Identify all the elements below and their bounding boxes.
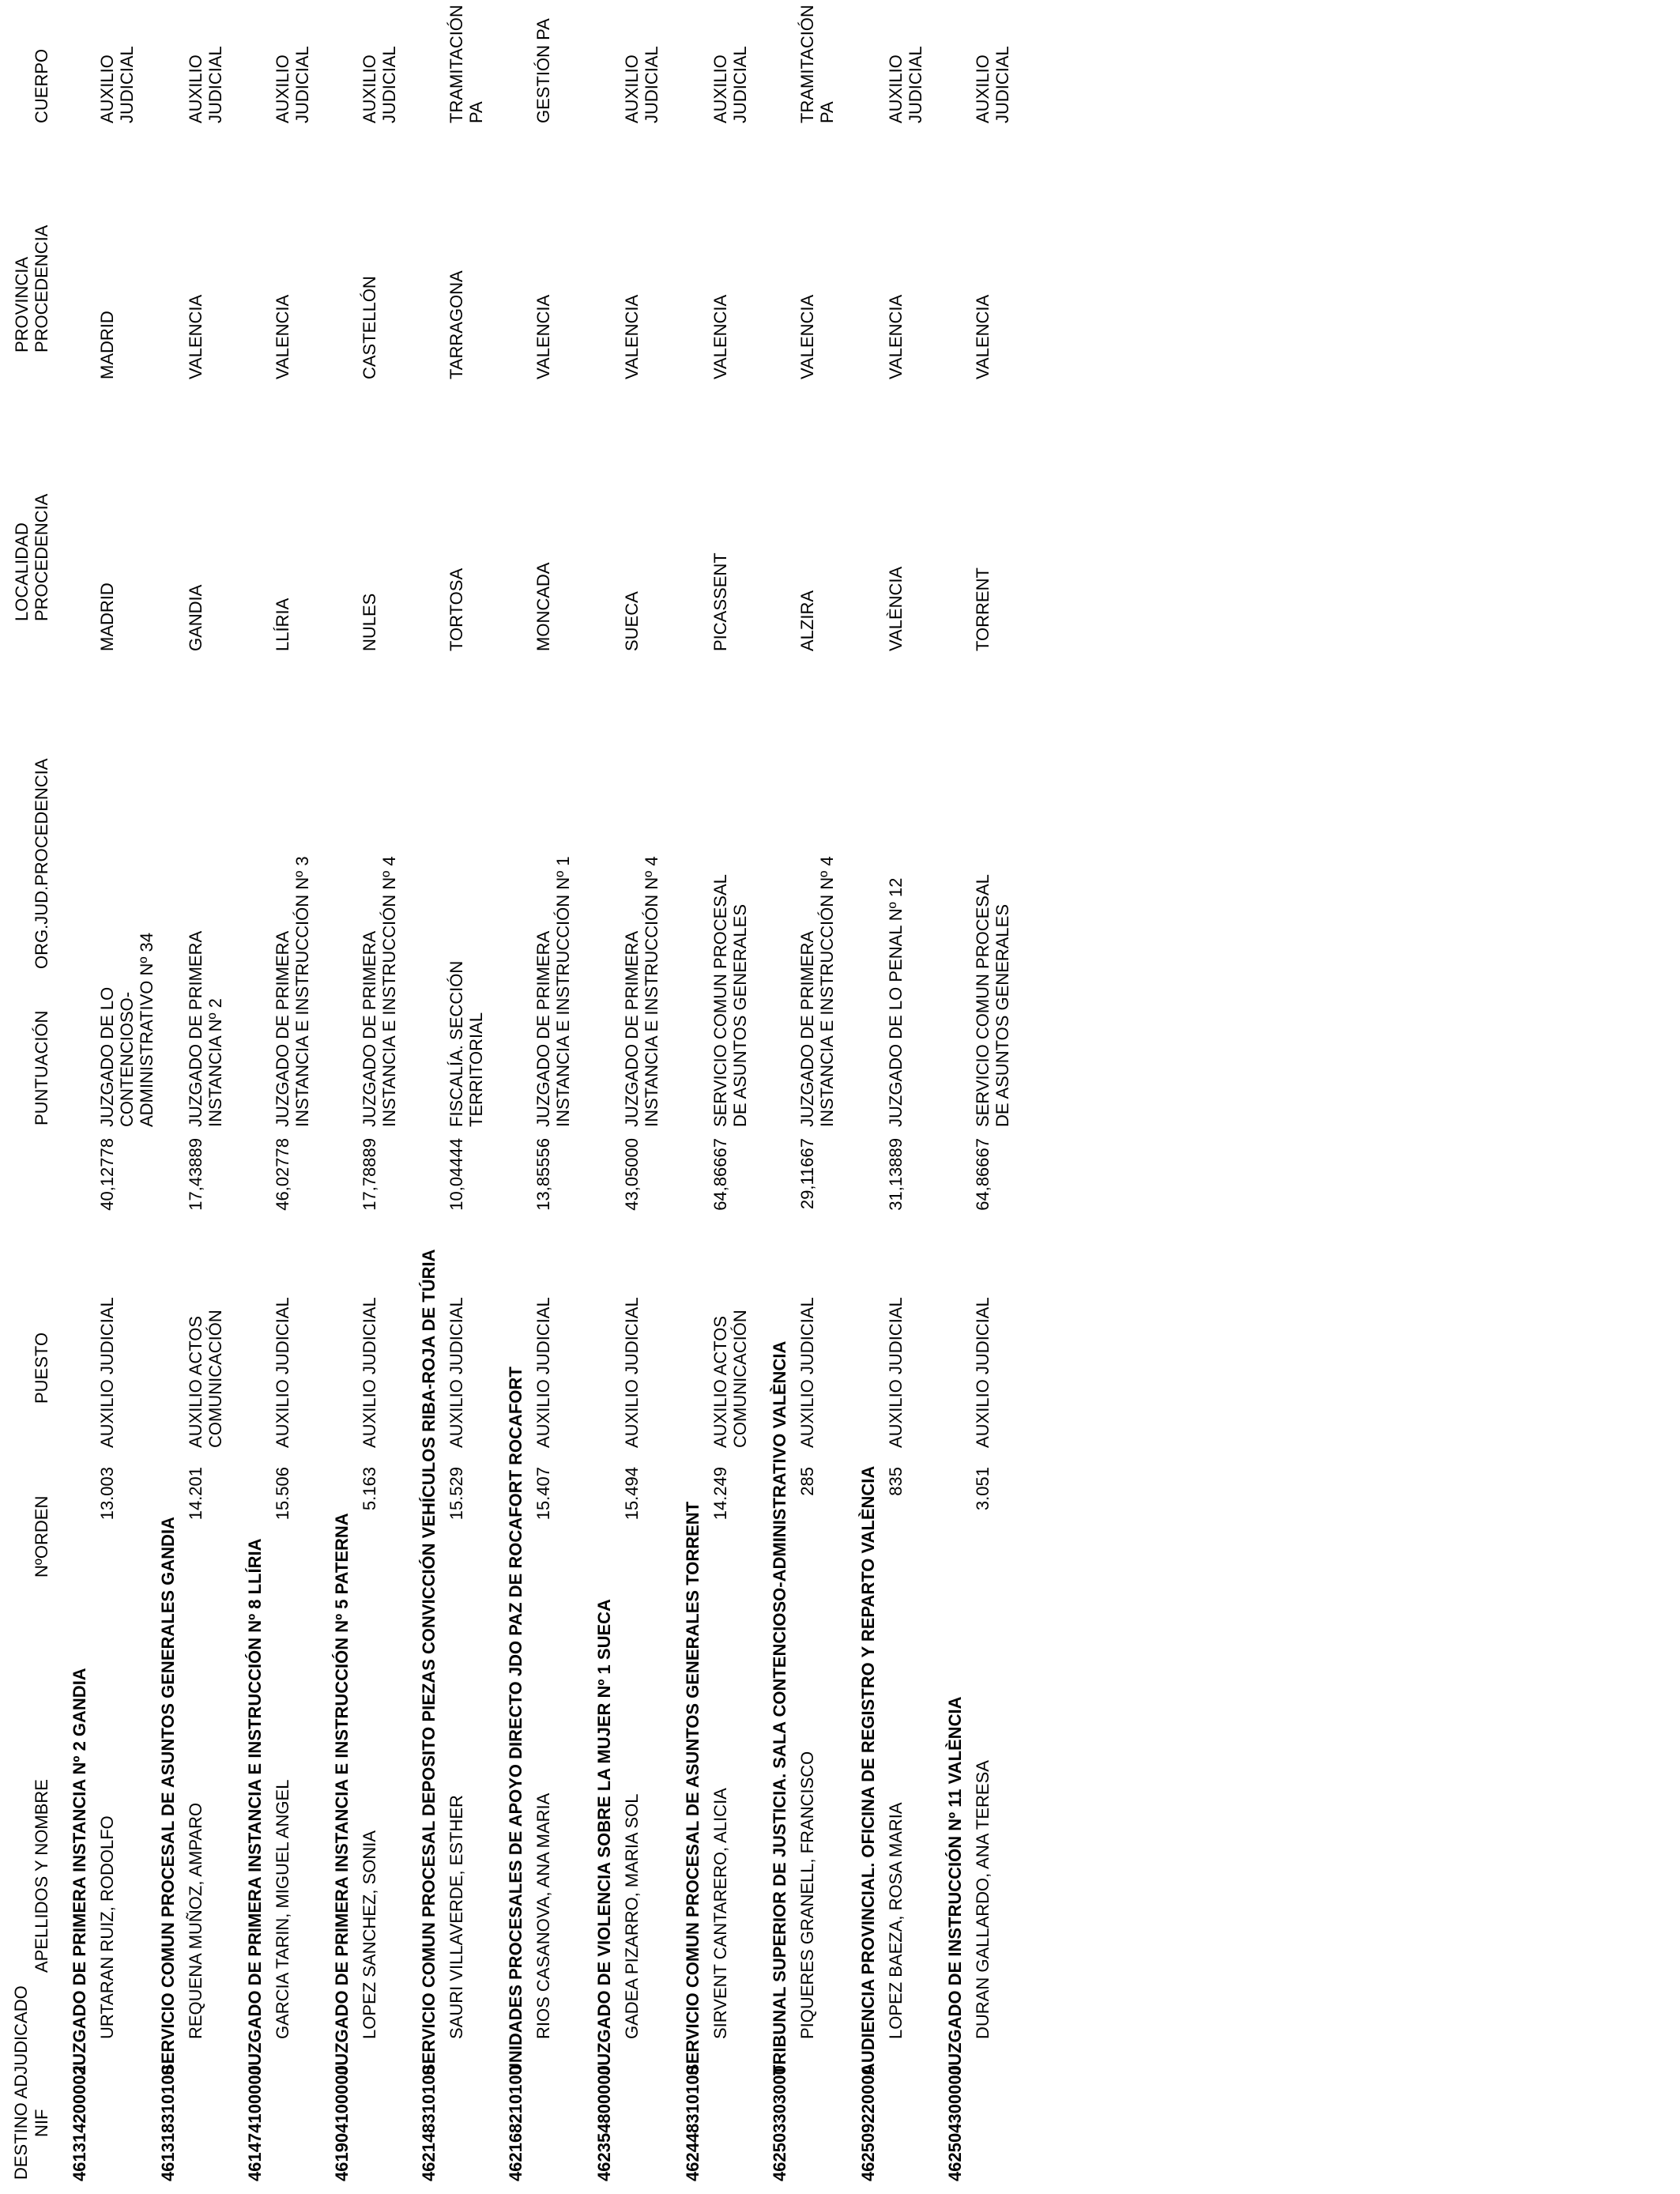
document-title: DESTINO ADJUDICADO: [11, 1985, 31, 2180]
person-name: LOPEZ SANCHEZ, SONIA: [360, 1830, 379, 2039]
origin-court: FISCALÍA. SECCIÓN: [446, 960, 466, 1127]
destination-heading: TRIBUNAL SUPERIOR DE JUSTICIA. SALA CONTENCIOSO-ADMINISTRATIVO VALÈNCIA: [770, 1340, 789, 2075]
origin-court: INSTANCIA E INSTRUCCIÓN Nº 4: [379, 856, 399, 1127]
origin-province: VALENCIA: [797, 294, 817, 379]
destination-heading: JUZGADO DE PRIMERA INSTANCIA Nº 2 GANDIA: [70, 1668, 89, 2075]
person-name: URTARAN RUIZ, RODOLFO: [97, 1815, 117, 2039]
corps-name: GESTIÓN PA: [533, 18, 553, 123]
post-name: AUXILIO JUDICIAL: [446, 1297, 466, 1448]
post-name: AUXILIO JUDICIAL: [622, 1297, 642, 1448]
header-org: ORG.JUD.PROCEDENCIA: [32, 758, 51, 969]
person-name: REQUENA MUÑOZ, AMPARO: [186, 1802, 205, 2039]
origin-locality: TORTOSA: [446, 567, 466, 651]
corps-name: JUDICIAL: [906, 46, 925, 123]
corps-name: JUDICIAL: [993, 46, 1012, 123]
origin-court: CONTENCIOSO-: [117, 991, 137, 1127]
post-name: AUXILIO JUDICIAL: [797, 1297, 817, 1448]
origin-court: TERRITORIAL: [466, 1012, 486, 1127]
origin-locality: PICASSENT: [710, 552, 730, 651]
post-name: AUXILIO JUDICIAL: [97, 1297, 117, 1448]
corps-name: PA: [817, 101, 837, 123]
corps-name: PA: [466, 101, 486, 123]
destination-heading: JUZGADO DE INSTRUCCIÓN Nº 11 VALÈNCIA: [945, 1696, 965, 2075]
origin-province: VALENCIA: [622, 294, 642, 379]
origin-court: JUZGADO DE PRIMERA: [533, 930, 553, 1127]
score-value: 13,85556: [533, 1138, 553, 1211]
post-name: COMUNICACIÓN: [730, 1310, 750, 1448]
group-code: 462448310100: [683, 2065, 703, 2181]
origin-court: DE ASUNTOS GENERALES: [993, 903, 1012, 1127]
group-code: 461474100000: [245, 2065, 265, 2181]
origin-province: VALENCIA: [886, 294, 906, 379]
origin-province: CASTELLÓN: [360, 276, 379, 379]
group-code: 461318310100: [158, 2065, 178, 2181]
header-localidad-1: LOCALIDAD: [12, 522, 32, 621]
header-puntuacion: PUNTUACIÓN: [32, 1010, 51, 1125]
order-number: 835: [886, 1467, 906, 1496]
corps-name: JUDICIAL: [730, 46, 750, 123]
origin-province: VALENCIA: [710, 294, 730, 379]
post-name: AUXILIO JUDICIAL: [533, 1297, 553, 1448]
order-number: 3.051: [973, 1467, 993, 1511]
person-name: GARCIA TARIN, MIGUEL ANGEL: [273, 1779, 292, 2039]
header-localidad-2: PROCEDENCIA: [32, 493, 51, 621]
destination-heading: SERVICIO COMUN PROCESAL DE ASUNTOS GENERALES TORRENT: [683, 1501, 703, 2075]
origin-locality: GANDIA: [186, 584, 205, 651]
origin-province: MADRID: [97, 311, 117, 379]
corps-name: AUXILIO: [360, 55, 379, 123]
corps-name: JUDICIAL: [292, 46, 312, 123]
group-code: 462504300000: [945, 2065, 965, 2181]
destination-heading: JUZGADO DE PRIMERA INSTANCIA E INSTRUCCIÓN Nº 5 PATERNA: [332, 1513, 352, 2075]
destination-heading: SERVICIO COMUN PROCESAL DEPOSITO PIEZAS CONVICCIÓN VEHÍCULOS RIBA-ROJA DE TÚRIA: [419, 1249, 439, 2075]
order-number: 14.201: [186, 1467, 205, 1521]
corps-name: JUDICIAL: [642, 46, 661, 123]
header-provincia-1: PROVINCIA: [12, 256, 32, 352]
corps-name: AUXILIO: [186, 55, 205, 123]
corps-name: AUXILIO: [273, 55, 292, 123]
destination-heading: JUZGADO DE PRIMERA INSTANCIA E INSTRUCCIÓN Nº 8 LLÍRIA: [245, 1538, 265, 2075]
origin-locality: MONCADA: [533, 562, 553, 651]
corps-name: TRAMITACIÓN: [797, 5, 817, 123]
order-number: 15.506: [273, 1467, 292, 1521]
origin-court: JUZGADO DE PRIMERA: [360, 930, 379, 1127]
person-name: LOPEZ BAEZA, ROSA MARIA: [886, 1802, 906, 2039]
post-name: AUXILIO JUDICIAL: [360, 1297, 379, 1448]
origin-locality: NULES: [360, 593, 379, 651]
origin-court: INSTANCIA E INSTRUCCIÓN Nº 3: [292, 856, 312, 1127]
corps-name: JUDICIAL: [117, 46, 137, 123]
header-apellidos: APELLIDOS Y NOMBRE: [32, 1779, 51, 1973]
order-number: 15.494: [622, 1467, 642, 1521]
score-value: 46,02778: [273, 1138, 292, 1211]
post-name: COMUNICACIÓN: [205, 1310, 225, 1448]
post-name: AUXILIO ACTOS: [186, 1315, 205, 1448]
group-code: 462168210100: [506, 2065, 525, 2181]
origin-court: ADMINISTRATIVO Nº 34: [137, 933, 156, 1127]
origin-province: VALENCIA: [186, 294, 205, 379]
origin-court: SERVICIO COMUN PROCESAL: [710, 874, 730, 1127]
origin-court: INSTANCIA E INSTRUCCIÓN Nº 4: [642, 856, 661, 1127]
order-number: 14.249: [710, 1467, 730, 1521]
origin-locality: MADRID: [97, 582, 117, 651]
score-value: 29,11667: [797, 1138, 817, 1210]
score-value: 64,86667: [973, 1138, 993, 1211]
group-code: 462509220000: [858, 2065, 878, 2181]
origin-court: JUZGADO DE PRIMERA: [622, 930, 642, 1127]
origin-court: JUZGADO DE LO PENAL Nº 12: [886, 877, 906, 1127]
order-number: 13.003: [97, 1467, 117, 1521]
origin-province: VALENCIA: [273, 294, 292, 379]
person-name: SIRVENT CANTARERO, ALICIA: [710, 1788, 730, 2039]
origin-court: INSTANCIA Nº 2: [205, 998, 225, 1127]
origin-province: VALENCIA: [973, 294, 993, 379]
origin-locality: SUECA: [622, 591, 642, 651]
origin-court: JUZGADO DE LO: [97, 986, 117, 1127]
score-value: 40,12778: [97, 1138, 117, 1211]
origin-court: JUZGADO DE PRIMERA: [186, 930, 205, 1127]
corps-name: AUXILIO: [710, 55, 730, 123]
group-code: 461904100000: [332, 2065, 352, 2181]
header-cuerpo: CUERPO: [32, 48, 51, 123]
person-name: DURAN GALLARDO, ANA TERESA: [973, 1760, 993, 2039]
post-name: AUXILIO ACTOS: [710, 1315, 730, 1448]
origin-province: TARRAGONA: [446, 270, 466, 379]
origin-locality: TORRENT: [973, 567, 993, 651]
person-name: RIOS CASANOVA, ANA MARIA: [533, 1793, 553, 2039]
corps-name: AUXILIO: [886, 55, 906, 123]
corps-name: AUXILIO: [973, 55, 993, 123]
origin-court: JUZGADO DE PRIMERA: [797, 930, 817, 1127]
order-number: 285: [797, 1467, 817, 1496]
order-number: 5.163: [360, 1467, 379, 1511]
origin-court: SERVICIO COMUN PROCESAL: [973, 874, 993, 1127]
score-value: 64,86667: [710, 1138, 730, 1211]
person-name: PIQUERES GRANELL, FRANCISCO: [797, 1751, 817, 2039]
group-code: 461314200002: [70, 2065, 89, 2181]
group-code: 462503303000: [770, 2065, 789, 2181]
order-number: 15.529: [446, 1467, 466, 1521]
destination-heading: SERVICIO COMUN PROCESAL DE ASUNTOS GENERALES GANDIA: [158, 1517, 178, 2075]
corps-name: AUXILIO: [97, 55, 117, 123]
corps-name: TRAMITACIÓN: [446, 5, 466, 123]
destination-heading: AUDIENCIA PROVINCIAL. OFICINA DE REGISTRO Y REPARTO VALÈNCIA: [858, 1465, 878, 2075]
origin-locality: LLÍRIA: [273, 598, 292, 651]
origin-province: VALENCIA: [533, 294, 553, 379]
person-name: SAURI VILLAVERDE, ESTHER: [446, 1795, 466, 2039]
origin-court: JUZGADO DE PRIMERA: [273, 930, 292, 1127]
order-number: 15.407: [533, 1467, 553, 1521]
destination-heading: JUZGADO DE VIOLENCIA SOBRE LA MUJER Nº 1 SUECA: [594, 1599, 614, 2075]
origin-locality: ALZIRA: [797, 590, 817, 651]
score-value: 17,78889: [360, 1138, 379, 1211]
person-name: GADEA PIZARRO, MARIA SOL: [622, 1793, 642, 2039]
score-value: 10,04444: [446, 1138, 466, 1211]
score-value: 17,43889: [186, 1138, 205, 1211]
score-value: 43,05000: [622, 1138, 642, 1211]
destination-heading: UNIDADES PROCESALES DE APOYO DIRECTO JDO PAZ DE ROCAFORT ROCAFORT: [506, 1367, 525, 2075]
post-name: AUXILIO JUDICIAL: [886, 1297, 906, 1448]
header-nif: NIF: [32, 2109, 51, 2137]
origin-court: INSTANCIA E INSTRUCCIÓN Nº 1: [553, 856, 573, 1127]
score-value: 31,13889: [886, 1138, 906, 1211]
group-code: 462148310100: [419, 2065, 439, 2181]
corps-name: JUDICIAL: [379, 46, 399, 123]
corps-name: JUDICIAL: [205, 46, 225, 123]
post-name: AUXILIO JUDICIAL: [973, 1297, 993, 1448]
origin-court: DE ASUNTOS GENERALES: [730, 903, 750, 1127]
origin-court: INSTANCIA E INSTRUCCIÓN Nº 4: [817, 856, 837, 1127]
header-provincia-2: PROCEDENCIA: [32, 224, 51, 352]
header-orden: NºORDEN: [32, 1495, 51, 1578]
corps-name: AUXILIO: [622, 55, 642, 123]
origin-locality: VALÈNCIA: [886, 566, 906, 651]
header-puesto: PUESTO: [32, 1332, 51, 1404]
post-name: AUXILIO JUDICIAL: [273, 1297, 292, 1448]
group-code: 462354800000: [594, 2065, 614, 2181]
